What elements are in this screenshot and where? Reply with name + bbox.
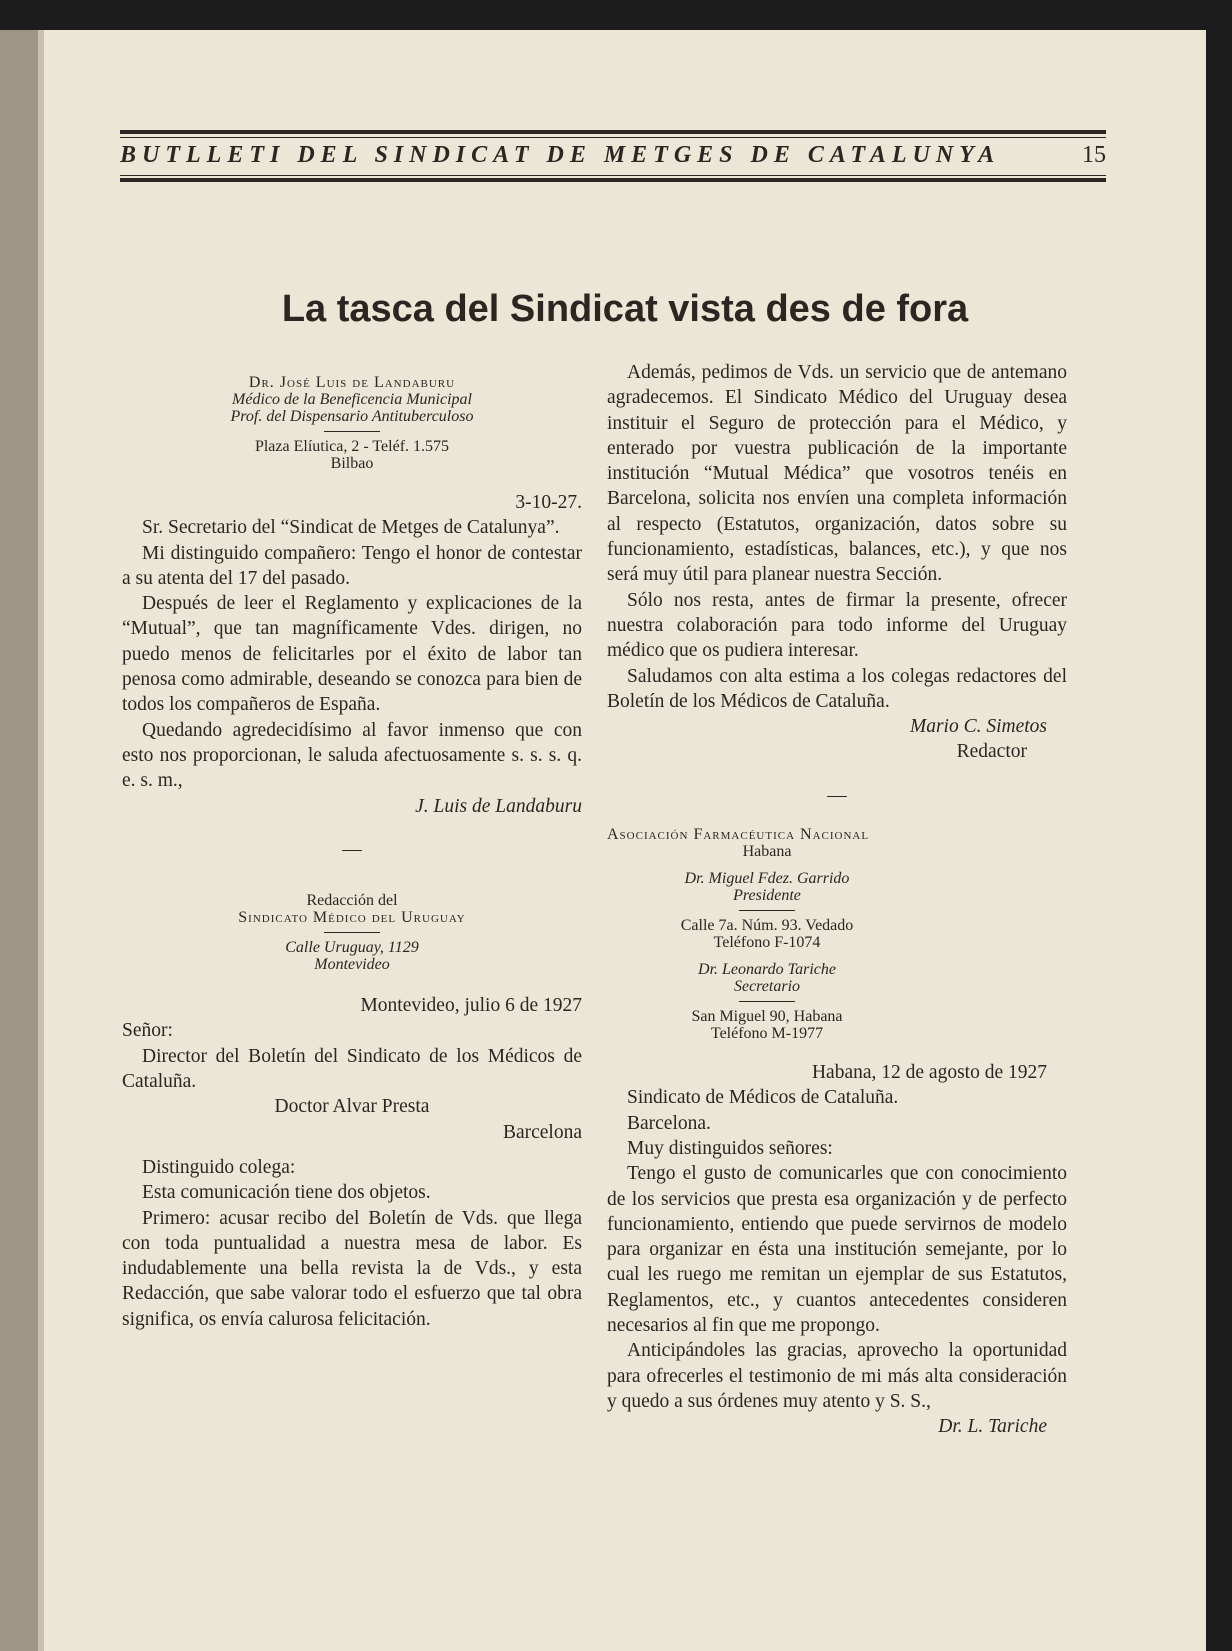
letter2-recipient-name: Doctor Alvar Presta	[274, 1096, 430, 1118]
letter2-city: Montevideo	[314, 956, 390, 974]
letter1-address: Plaza Elíutica, 2 - Teléf. 1.575	[254, 438, 450, 455]
article-title: La tasca del Sindicat vista des de fora	[281, 288, 969, 330]
letter1-city: Bilbao	[330, 455, 374, 472]
letter1-sender: Dr. José Luis de Landaburu	[248, 374, 456, 391]
letter3-paragraph: Anticipándoles las gracias, aprovecho la oportunidad para ofrecerles el testimonio de mi más alta consideración y quedo a sus órdenes muy atento y S. S.,	[607, 1340, 1067, 1412]
letter1-paragraph: Después de leer el Reglamento y explicaciones de la “Mutual”, que tan magníficamente Vdes. dirigen, no puedo menos de felicitarles por el éxito de labor tan penosa como admirable, deseando se conozca para bien de todos los compañeros de España.	[122, 593, 582, 716]
letter1-paragraph: Quedando agredecidísimo al favor inmenso que con esto nos proporcionan, le saluda afectuosamente s. s. s. q. e. s. m.,	[122, 719, 582, 792]
letter3-recipient-city: Barcelona.	[627, 1112, 711, 1134]
letter3-salutation: Muy distinguidos señores:	[627, 1137, 833, 1159]
letter1-signature: J. Luis de Landaburu	[415, 795, 582, 817]
divider	[739, 1001, 795, 1002]
letter3-date: Habana, 12 de agosto de 1927	[811, 1062, 1047, 1084]
letter3-president-role: Presidente	[733, 887, 801, 905]
letter2-organization: Sindicato Médico del Uruguay	[238, 909, 466, 927]
divider	[324, 431, 380, 432]
divider	[324, 932, 380, 933]
letter1-role1: Médico de la Beneficencia Municipal	[232, 391, 472, 408]
letter2-signature-role: Redactor	[956, 741, 1027, 763]
journal-name: BUTLLETI DEL SINDICAT DE METGES DE CATALUNYA	[120, 142, 1001, 168]
journal-page	[44, 30, 1206, 1651]
letter2-paragraph: Además, pedimos de Vds. un servicio que de antemano agradecemos. El Sindicato Médico del Uruguay desea instituir el Seguro de protección para el Médico, y enterado por vuestra publicación de la importante institución “Mutual Médica” que vosotros tenéis en Barcelona, solicita nos envíen una completa información al respecto (Estatutos, organización, datos sobre su funcionamiento, estadísticas, balances, etc.), y que nos será muy útil para planear nuestra Sección.	[607, 362, 1067, 586]
letter3-signature: Dr. L. Tariche	[938, 1416, 1047, 1438]
section-separator: —	[827, 784, 847, 806]
header-rule-top-thick	[120, 130, 1106, 134]
page-number: 15	[1082, 142, 1106, 168]
book-binding-edge	[0, 30, 40, 1651]
letter2-paragraph: Distinguido colega:	[142, 1156, 296, 1178]
section-separator: —	[342, 838, 362, 860]
letter1-role2: Prof. del Dispensario Antituberculoso	[230, 408, 474, 425]
letter3-organization: Asociación Farmacéutica Nacional	[607, 826, 870, 844]
letter3-president: Dr. Miguel Fdez. Garrido	[684, 870, 850, 888]
letter1-paragraph: Mi distinguido compañero: Tengo el honor de contestar a su atenta del 17 del pasado.	[122, 542, 582, 589]
letter3-paragraph: Tengo el gusto de comunicarles que con conocimiento de los servicios que presta esa organización y de perfecto funcionamiento, entiendo que puede servirnos de modelo para organizar en ésta una institución semejante, por lo cual les ruego me remitan un ejemplar de sus Estatutos, Reglamentos, etc., y cuantos antecedentes consideren necesarios al fin que me propongo.	[607, 1163, 1067, 1337]
letter2-paragraph: Esta comunicación tiene dos objetos.	[142, 1182, 431, 1204]
letter2-recipient-city: Barcelona	[502, 1121, 582, 1143]
letter3-phone: Teléfono M-1977	[710, 1025, 824, 1043]
divider	[739, 910, 795, 911]
letter2-paragraph: Primero: acusar recibo del Boletín de Vds. que llega con toda puntualidad a nuestra mesa de labor. Es indudablemente una bella revista la de Vds., y esta Redacción, que sabe valorar todo el esfuerzo que tal obra significa, os envía calurosa felicitación.	[122, 1207, 582, 1330]
running-header	[120, 142, 1106, 172]
letter2-address: Calle Uruguay, 1129	[285, 939, 419, 957]
letter1-date: 3-10-27.	[515, 492, 582, 513]
letter1-paragraph: Sr. Secretario del “Sindicat de Metges de Catalunya”.	[142, 517, 560, 539]
right-column	[607, 360, 1067, 1440]
letter2-salutation: Señor:	[122, 1020, 173, 1042]
letter2-signature: Mario C. Simetos	[909, 716, 1047, 738]
letter2-date: Montevideo, julio 6 de 1927	[360, 995, 582, 1017]
letter2-heading: Redacción del	[306, 892, 398, 910]
left-column	[122, 360, 582, 1332]
letter3-secretary-role: Secretario	[733, 978, 801, 996]
letter3-recipient: Sindicato de Médicos de Cataluña.	[627, 1087, 899, 1109]
header-rule-bottom-thin	[120, 175, 1106, 176]
header-rule-top-thin	[120, 137, 1106, 138]
letter2-paragraph: Saludamos con alta estima a los colegas redactores del Boletín de los Médicos de Cataluña.	[607, 665, 1067, 712]
letter2-recipient: Director del Boletín del Sindicato de los Médicos de Cataluña.	[122, 1045, 582, 1093]
letter3-city: Habana	[742, 843, 792, 861]
letter3-secretary: Dr. Leonardo Tariche	[698, 961, 836, 979]
letter2-paragraph: Sólo nos resta, antes de firmar la presente, ofrecer nuestra colaboración para todo informe del Uruguay médico que os pudiera interesar.	[607, 589, 1067, 662]
letter3-phone: Teléfono F-1074	[713, 934, 821, 952]
letter3-address: San Miguel 90, Habana	[691, 1008, 843, 1026]
letter3-address: Calle 7a. Núm. 93. Vedado	[680, 917, 854, 935]
header-rule-bottom-thick	[120, 178, 1106, 182]
